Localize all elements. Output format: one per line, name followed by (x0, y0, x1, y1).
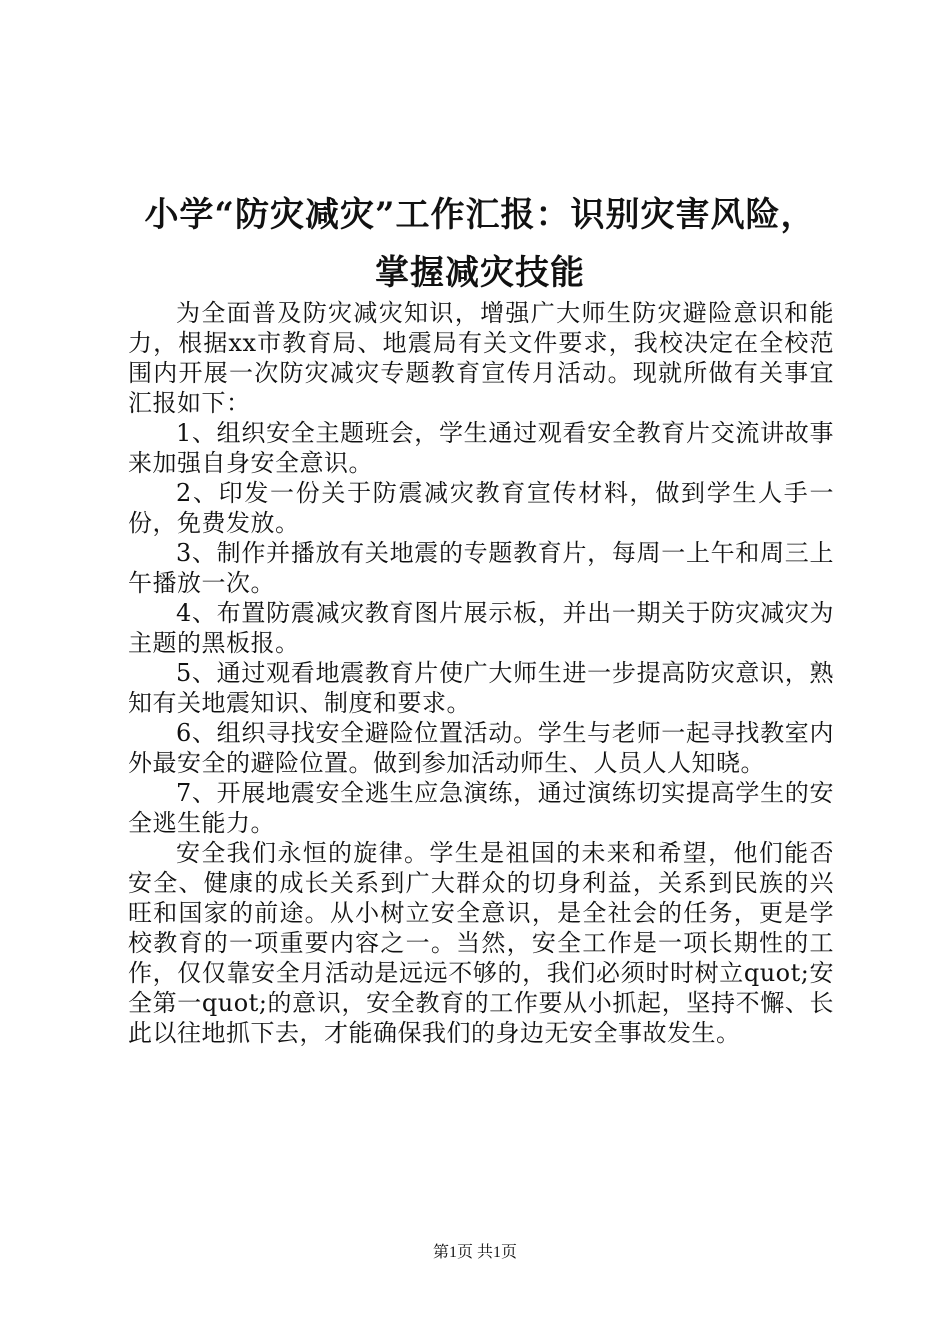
paragraph-conclusion: 安全我们永恒的旋律。学生是祖国的未来和希望，他们能否安全、健康的成长关系到广大群众的切身利益，关系到民族的兴旺和国家的前途。从小树立安全意识，是全社会的任务，更是学校教育的一项重要内容之一。当然，安全工作是一项长期性的工作，仅仅靠安全月活动是远远不够的，我们必须时时树立quot;安全第一quot;的意识，安全教育的工作要从小抓起，坚持不懈、长此以往地抓下去，才能确保我们的身边无安全事故发生。 (128, 839, 834, 1047)
document-body (128, 298, 834, 1048)
paragraph-item-7: 7、开展地震安全逃生应急演练，通过演练切实提高学生的安全逃生能力。 (128, 779, 834, 837)
page-footer: 第1页 共1页 (432, 1244, 517, 1261)
document-title (110, 186, 850, 302)
paragraph-item-5: 5、通过观看地震教育片使广大师生进一步提高防灾意识，熟知有关地震知识、制度和要求。 (128, 659, 834, 717)
paragraph-item-1: 1、组织安全主题班会，学生通过观看安全教育片交流讲故事来加强自身安全意识。 (128, 419, 834, 477)
paragraph-item-3: 3、制作并播放有关地震的专题教育片，每周一上午和周三上午播放一次。 (128, 539, 834, 597)
paragraph-item-2: 2、印发一份关于防震减灾教育宣传材料，做到学生人手一份，免费发放。 (128, 479, 834, 537)
paragraph-intro: 为全面普及防灾减灾知识，增强广大师生防灾避险意识和能力，根据xx市教育局、地震局有关文件要求，我校决定在全校范围内开展一次防灾减灾专题教育宣传月活动。现就所做有关事宜汇报如下： (128, 299, 834, 417)
paragraph-item-6: 6、组织寻找安全避险位置活动。学生与老师一起寻找教室内外最安全的避险位置。做到参加活动师生、人员人人知晓。 (128, 719, 834, 777)
paragraph-item-4: 4、布置防震减灾教育图片展示板，并出一期关于防灾减灾为主题的黑板报。 (128, 599, 834, 657)
title-line-1: 小学“防灾减灾”工作汇报：识别灾害风险， (144, 195, 816, 235)
title-line-2: 掌握减灾技能 (375, 253, 585, 293)
